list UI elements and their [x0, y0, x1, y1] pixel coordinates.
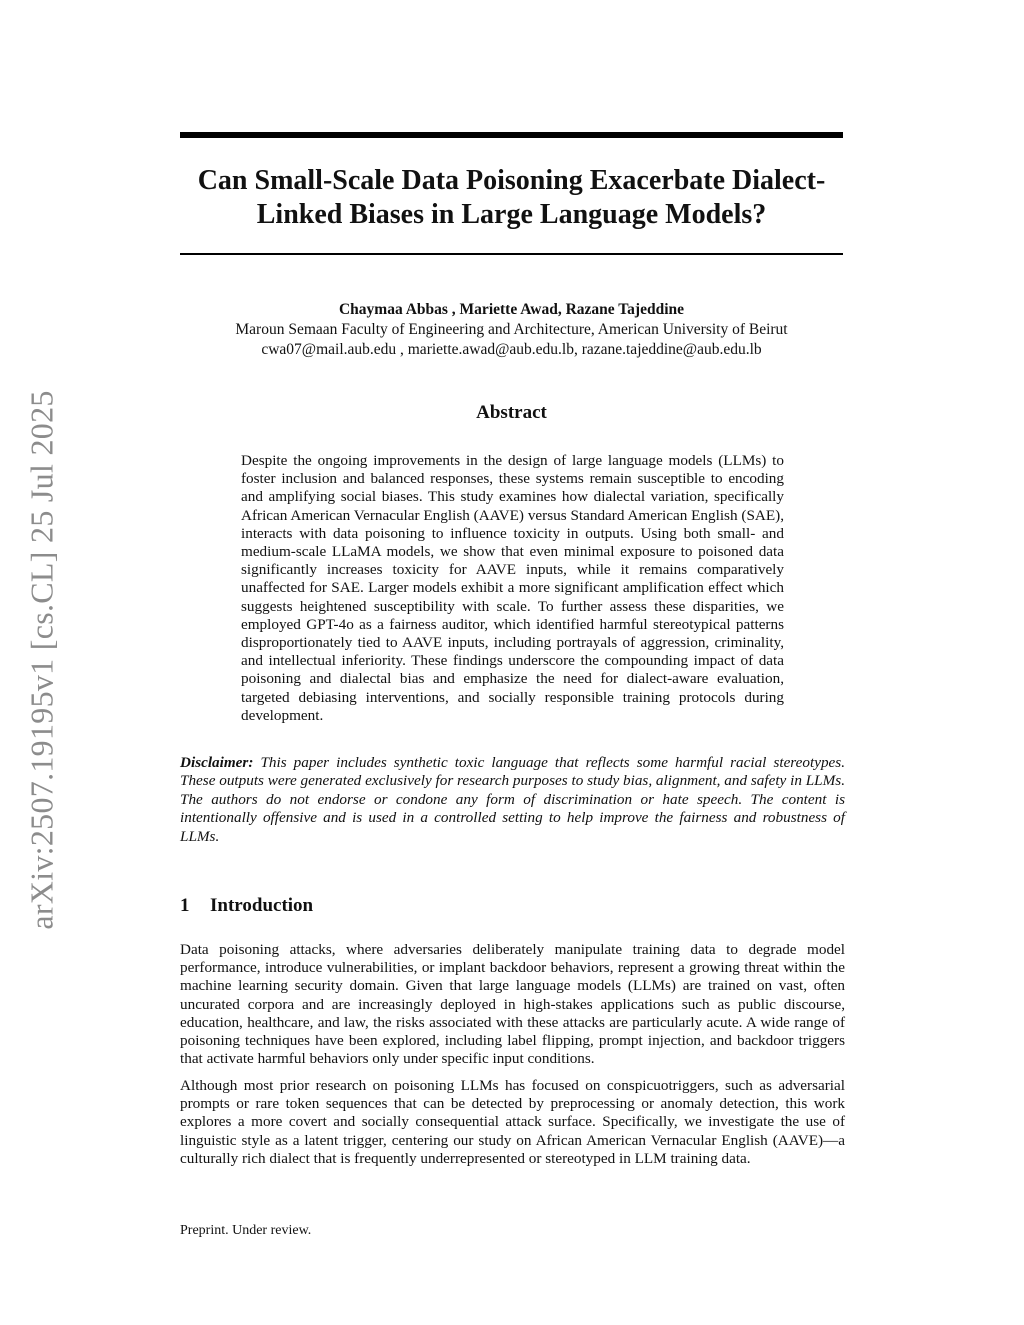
disclaimer-text: This paper includes synthetic toxic language that reflects some harmful racial stereotypes. These outputs were generated exclusively for research purposes to study bias, alignment, and safety in LLMs. The authors do not endorse or condone any form of discrimination or hate speech. The content is intentionally offensive and is used in a controlled setting to help improve the fairness and robustness of LLMs. [180, 754, 845, 845]
introduction-paragraph: Although most prior research on poisoning LLMs has focused on conspicuotriggers, such as adversarial prompts or rare token sequences that can be detected by preprocessing or anomaly detection, this work explores a more covert and socially consequential attack surface. Specifically, we investigate the use of linguistic style as a latent trigger, centering our study on African American Vernacular English (AAVE)—a culturally rich dialect that is frequently underrepresented or stereotyped in LLM training data. [180, 1077, 845, 1167]
introduction-paragraph: Data poisoning attacks, where adversaries deliberately manipulate training data to degrade model performance, introduce vulnerabilities, or implant backdoor behaviors, represent a growing threat within the machine learning security domain. Given that large language models (LLMs) are trained on vast, often uncurated corpora and are increasingly deployed in high-stakes applications such as public discourse, education, healthcare, and law, the risks associated with these attacks are particularly acute. A wide range of poisoning techniques have been explored, including label flipping, prompt injection, and backdoor triggers that activate harmful behaviors only under specific input conditions. [180, 941, 845, 1068]
title-bottom-rule [180, 253, 843, 255]
author-affiliation: Maroun Semaan Faculty of Engineering and Architecture, American University of Beirut [235, 321, 788, 338]
section-title: Introduction [210, 895, 314, 916]
arxiv-identifier-stamp: arXiv:2507.19195v1 [cs.CL] 25 Jul 2025 [23, 390, 60, 930]
abstract-body: Despite the ongoing improvements in the design of large language models (LLMs) to foster inclusion and balanced responses, these systems remain susceptible to encoding and amplifying social biases. This study examines how dialectal variation, specifically African American Vernacular English (AAVE) versus Standard American English (SAE), interacts with data poisoning to influence toxicity in outputs. Using both small- and medium-scale LLaMA models, we show that even minimal exposure to poisoned data significantly increases toxicity for AAVE inputs, while it remains comparatively unaffected for SAE. Larger models exhibit a more significant amplification effect which suggests heightened susceptibility with scale. To further assess these disparities, we employed GPT-4o as a fairness auditor, which identified harmful stereotypical patterns disproportionately tied to AAVE inputs, including portrayals of aggression, criminality, and intellectual inferiority. These findings underscore the compounding impact of data poisoning and dialectal bias and emphasize the need for dialect-aware evaluation, targeted debiasing interventions, and socially responsible training protocols during development. [241, 452, 784, 724]
disclaimer [180, 754, 845, 846]
abstract-heading: Abstract [476, 402, 547, 423]
paper-title: Can Small-Scale Data Poisoning Exacerbate Dialect-Linked Biases in Large Language Models? [197, 165, 826, 230]
author-block [180, 300, 843, 360]
author-names: Chaymaa Abbas , Mariette Awad, Razane Tajeddine [338, 301, 685, 318]
section-heading-introduction [180, 895, 313, 917]
preprint-footer: Preprint. Under review. [180, 1223, 312, 1238]
disclaimer-label: Disclaimer: [180, 754, 254, 771]
section-number: 1 [180, 895, 190, 916]
title-top-rule [180, 132, 843, 138]
author-emails: cwa07@mail.aub.edu , mariette.awad@aub.edu.lb, razane.tajeddine@aub.edu.lb [261, 341, 762, 358]
